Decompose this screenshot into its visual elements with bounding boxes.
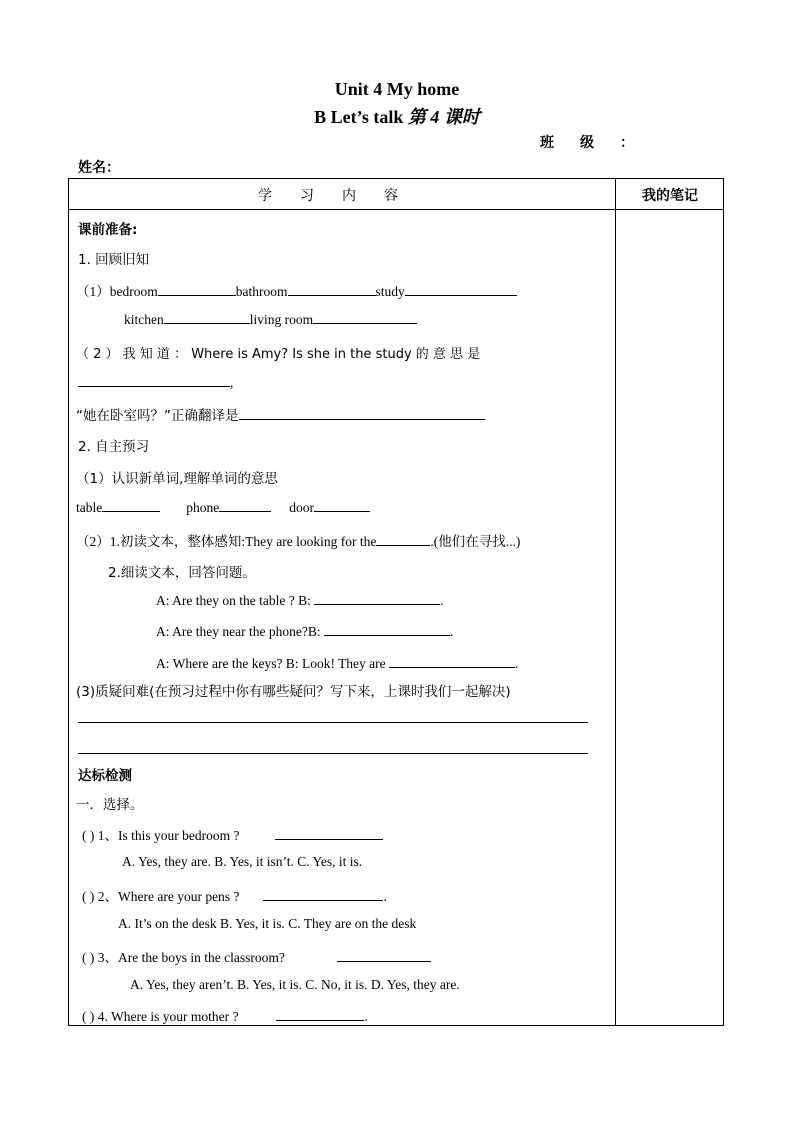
blank[interactable] (78, 374, 230, 387)
choice-options-2: A. It’s on the desk B. Yes, it is. C. They are on the desk (118, 916, 417, 931)
header-divider (69, 209, 723, 210)
vocab-line-2: kitchen living room (124, 311, 417, 328)
choice-options-1: A. Yes, they are. B. Yes, it isn’t. C. Yes, it is. (122, 854, 363, 869)
choice-question-1: ( ) 1、Is this your bedroom ? (82, 824, 383, 844)
notes-column-header: 我的笔记 (642, 188, 698, 204)
choice-options-3: A. Yes, they aren’t. B. Yes, it is. C. No, it is. D. Yes, they are. (130, 977, 460, 992)
new-words-line: table phone door (76, 499, 370, 516)
name-label: 姓名： (78, 160, 120, 176)
question-meaning: （ 2 ） 我 知 道 ： Where is Amy? Is she in the study 的 意 思 是 (76, 347, 481, 362)
blank[interactable] (324, 623, 450, 636)
class-label: 班级： (540, 135, 660, 151)
blank[interactable] (337, 949, 431, 962)
questions-heading: (3)质疑问难(在预习过程中你有哪些疑问？写下来，上课时我们一起解决) (76, 684, 511, 700)
blank[interactable] (314, 499, 370, 512)
new-words-heading: （1）认识新单词,理解单词的意思 (76, 471, 278, 487)
choice-heading: 一．选择。 (76, 797, 144, 813)
title-lesson-en: B Let’s talk (314, 107, 408, 127)
detailed-reading-line: 2.细读文本，回答问题。 (108, 565, 256, 581)
column-divider (615, 179, 616, 1025)
title-unit: Unit 4 My home (334, 79, 460, 99)
blank[interactable] (239, 407, 485, 420)
qa-line-2: A: Are they near the phone?B: . (156, 624, 454, 639)
meaning-answer-line: , (78, 374, 233, 391)
blank[interactable] (158, 283, 236, 296)
blank[interactable] (275, 827, 383, 840)
preview-heading: 2. 自主预习 (78, 439, 150, 455)
blank[interactable] (164, 311, 250, 324)
blank[interactable] (405, 283, 517, 296)
blank[interactable] (276, 1008, 364, 1021)
blank[interactable] (288, 283, 376, 296)
qa-line-3: A: Where are the keys? B: Look! They are . (156, 656, 519, 671)
content-column-header: 学习内容 (258, 188, 426, 204)
skim-reading-line: （2）1.初读文本，整体感知:They are looking for the .(他们在寻找...) (76, 534, 521, 549)
title-lesson-period: 第 4 课时 (407, 107, 480, 127)
choice-question-4: ( ) 4. Where is your mother ? . (82, 1009, 368, 1024)
blank[interactable] (263, 888, 383, 901)
vocab-line-1: （1）bedroom bathroom study (76, 280, 517, 300)
blank[interactable] (376, 533, 430, 546)
blank[interactable] (219, 499, 271, 512)
prep-heading: 课前准备: (78, 222, 138, 238)
blank[interactable] (313, 311, 417, 324)
review-heading: 1. 回顾旧知 (78, 252, 150, 268)
choice-question-3: ( ) 3、Are the boys in the classroom? (82, 946, 431, 966)
answer-line[interactable] (78, 753, 588, 754)
choice-question-2: ( ) 2、Where are your pens ? . (82, 889, 387, 904)
blank[interactable] (389, 655, 515, 668)
answer-line[interactable] (78, 722, 588, 723)
test-heading: 达标检测 (78, 768, 132, 784)
blank[interactable] (102, 499, 160, 512)
qa-line-1: A: Are they on the table ? B: . (156, 593, 444, 608)
blank[interactable] (314, 592, 440, 605)
translation-line: “她在卧室吗？”正确翻译是 (76, 404, 485, 424)
title-lesson (0, 103, 794, 129)
